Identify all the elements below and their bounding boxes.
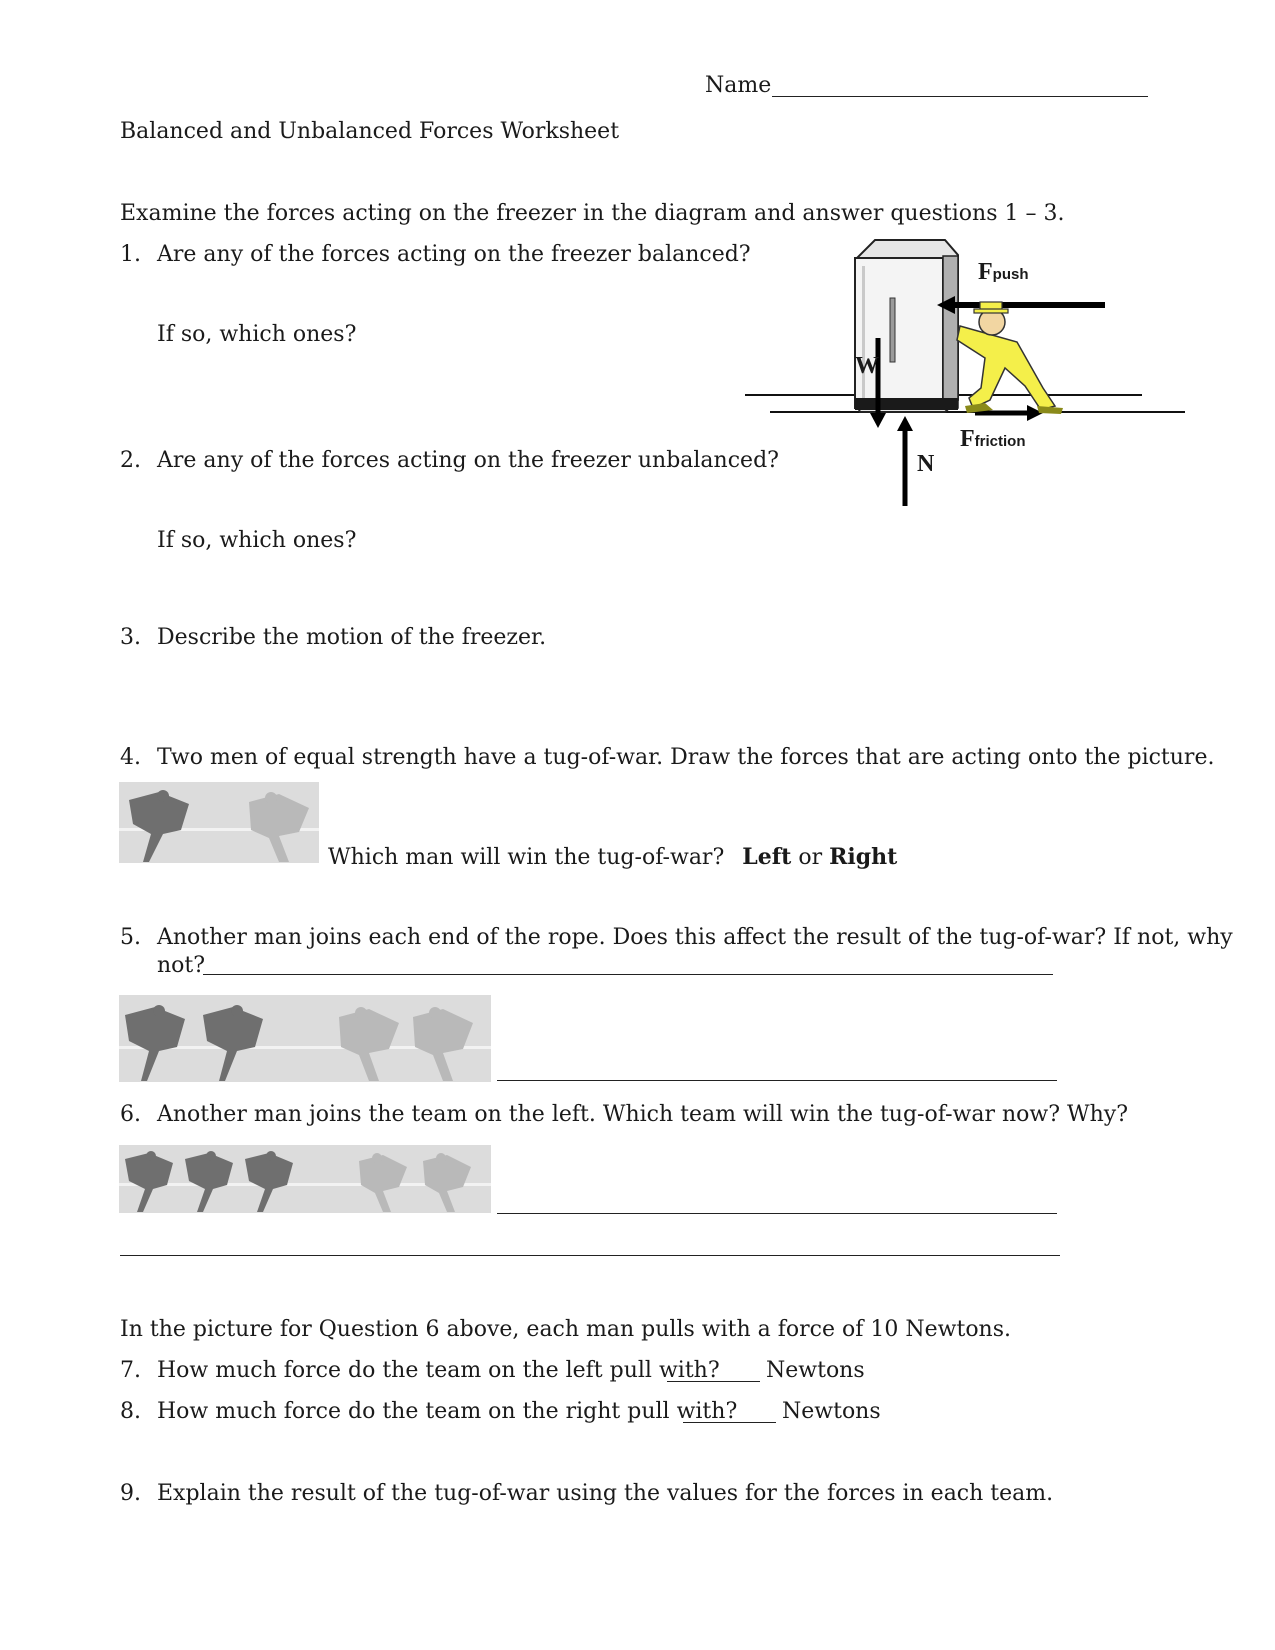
page-title: Balanced and Unbalanced Forces Worksheet xyxy=(120,119,620,144)
q2-text: Are any of the forces acting on the freezer unbalanced? xyxy=(157,448,779,473)
q1-text: Are any of the forces acting on the freezer balanced? xyxy=(157,242,751,267)
f-push-label xyxy=(978,258,1029,289)
q8-text: How much force do the team on the right pull with? xyxy=(157,1399,738,1424)
f-friction-symbol: F xyxy=(960,426,975,452)
q6-text: Another man joins the team on the left. Which team will win the tug-of-war now? Why? xyxy=(157,1102,1129,1127)
name-field[interactable] xyxy=(772,96,1148,97)
q5-answer-line-1[interactable] xyxy=(203,974,1053,975)
w-label: W xyxy=(855,353,879,379)
q6-number: 6. xyxy=(120,1102,141,1127)
pushing-man-figure xyxy=(957,302,1063,414)
tug-of-war-two-men xyxy=(119,782,319,863)
q3-text: Describe the motion of the freezer. xyxy=(157,625,547,650)
tug-of-war-five-men xyxy=(119,1145,491,1213)
q8-number: 8. xyxy=(120,1399,141,1424)
f-friction-subscript: friction xyxy=(974,433,1026,450)
name-label: Name xyxy=(705,73,772,98)
q7-number: 7. xyxy=(120,1358,141,1383)
option-left[interactable]: Left xyxy=(742,844,792,870)
f-push-subscript: push xyxy=(992,266,1029,283)
q5-answer-line-2[interactable] xyxy=(497,1080,1057,1081)
q6-answer-line-1[interactable] xyxy=(497,1213,1057,1214)
option-or: or xyxy=(798,845,823,870)
f-push-symbol: F xyxy=(978,259,993,285)
q7-unit: Newtons xyxy=(766,1358,865,1383)
q1-followup: If so, which ones? xyxy=(157,322,357,347)
q9-text: Explain the result of the tug-of-war using the values for the forces in each team. xyxy=(157,1481,1054,1506)
section2-intro: In the picture for Question 6 above, each man pulls with a force of 10 Newtons. xyxy=(120,1317,1012,1342)
q2-number: 2. xyxy=(120,448,141,473)
option-right[interactable]: Right xyxy=(829,844,898,870)
q5-number: 5. xyxy=(120,925,141,950)
q8-answer-blank[interactable] xyxy=(683,1422,776,1423)
q3-number: 3. xyxy=(120,625,141,650)
q9-number: 9. xyxy=(120,1481,141,1506)
q1-number: 1. xyxy=(120,242,141,267)
q5-text-cont: not? xyxy=(157,953,206,978)
q4-prompt xyxy=(328,843,897,872)
q4-prompt-text: Which man will win the tug-of-war? xyxy=(328,845,725,870)
q2-followup: If so, which ones? xyxy=(157,528,357,553)
f-friction-label xyxy=(960,425,1026,456)
intro-text: Examine the forces acting on the freezer in the diagram and answer questions 1 – 3. xyxy=(120,201,1065,226)
n-label: N xyxy=(917,451,935,477)
q7-answer-blank[interactable] xyxy=(667,1381,760,1382)
q4-text: Two men of equal strength have a tug-of-war. Draw the forces that are acting onto the picture. xyxy=(157,745,1215,770)
q6-answer-line-2[interactable] xyxy=(120,1255,1060,1256)
tug-of-war-four-men xyxy=(119,995,491,1082)
q5-text: Another man joins each end of the rope. Does this affect the result of the tug-of-war? If not, why xyxy=(157,925,1233,950)
q8-unit: Newtons xyxy=(782,1399,881,1424)
q7-text: How much force do the team on the left pull with? xyxy=(157,1358,720,1383)
q4-number: 4. xyxy=(120,745,141,770)
freezer-diagram xyxy=(745,238,1185,508)
